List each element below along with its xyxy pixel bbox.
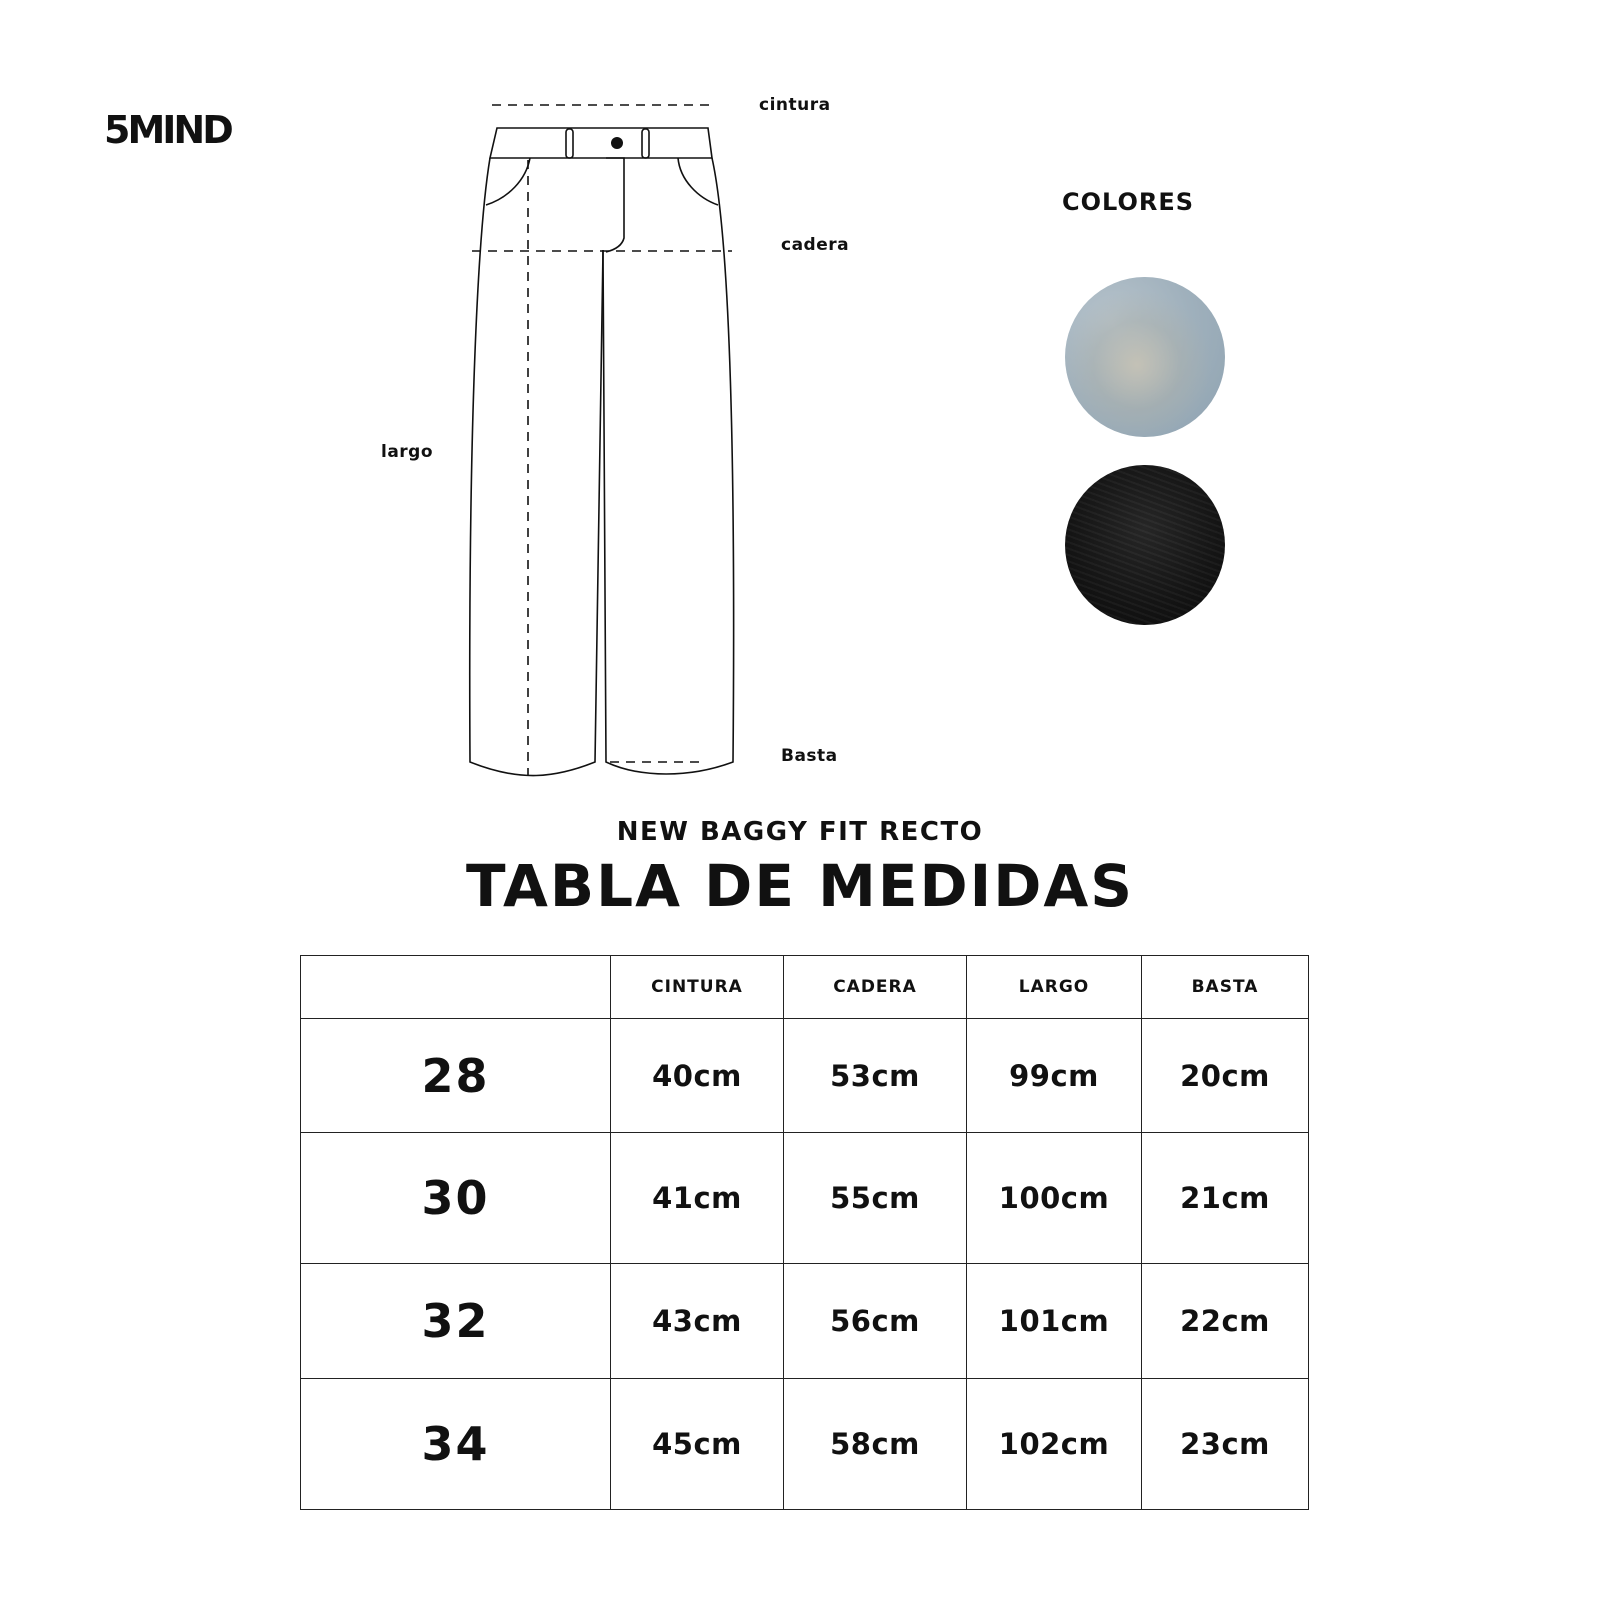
- color-swatch-dark[interactable]: [1065, 465, 1225, 625]
- header-basta: BASTA: [1142, 956, 1309, 1019]
- basta-cell: 22cm: [1142, 1264, 1309, 1379]
- cintura-cell: 40cm: [611, 1019, 784, 1133]
- table-header-row: [301, 956, 1309, 1019]
- size-cell: 30: [301, 1133, 611, 1264]
- basta-cell: 20cm: [1142, 1019, 1309, 1133]
- header-cadera: CADERA: [784, 956, 967, 1019]
- colors-title: COLORES: [1062, 188, 1195, 216]
- largo-cell: 99cm: [967, 1019, 1142, 1133]
- size-cell: 28: [301, 1019, 611, 1133]
- color-swatch-light[interactable]: [1065, 277, 1225, 437]
- largo-cell: 100cm: [967, 1133, 1142, 1264]
- largo-cell: 102cm: [967, 1379, 1142, 1510]
- label-largo: largo: [381, 442, 434, 462]
- table-row: [301, 1264, 1309, 1379]
- cadera-cell: 58cm: [784, 1379, 967, 1510]
- basta-cell: 21cm: [1142, 1133, 1309, 1264]
- header-empty: [301, 956, 611, 1019]
- largo-cell: 101cm: [967, 1264, 1142, 1379]
- size-table: [300, 955, 1309, 1510]
- product-name: NEW BAGGY FIT RECTO: [616, 817, 984, 847]
- button-icon: [611, 137, 623, 149]
- basta-cell: 23cm: [1142, 1379, 1309, 1510]
- size-cell: 32: [301, 1264, 611, 1379]
- cadera-cell: 55cm: [784, 1133, 967, 1264]
- header-largo: LARGO: [967, 956, 1142, 1019]
- cadera-cell: 53cm: [784, 1019, 967, 1133]
- table-title: TABLA DE MEDIDAS: [465, 852, 1135, 920]
- size-cell: 34: [301, 1379, 611, 1510]
- label-cintura: cintura: [759, 95, 831, 115]
- header-cintura: CINTURA: [611, 956, 784, 1019]
- cadera-cell: 56cm: [784, 1264, 967, 1379]
- cintura-cell: 43cm: [611, 1264, 784, 1379]
- table-row: [301, 1133, 1309, 1264]
- label-cadera: cadera: [781, 235, 850, 255]
- brand-logo: 5MIND: [104, 108, 231, 152]
- cintura-cell: 41cm: [611, 1133, 784, 1264]
- label-basta: Basta: [781, 746, 838, 766]
- cintura-cell: 45cm: [611, 1379, 784, 1510]
- table-row: [301, 1379, 1309, 1510]
- table-row: [301, 1019, 1309, 1133]
